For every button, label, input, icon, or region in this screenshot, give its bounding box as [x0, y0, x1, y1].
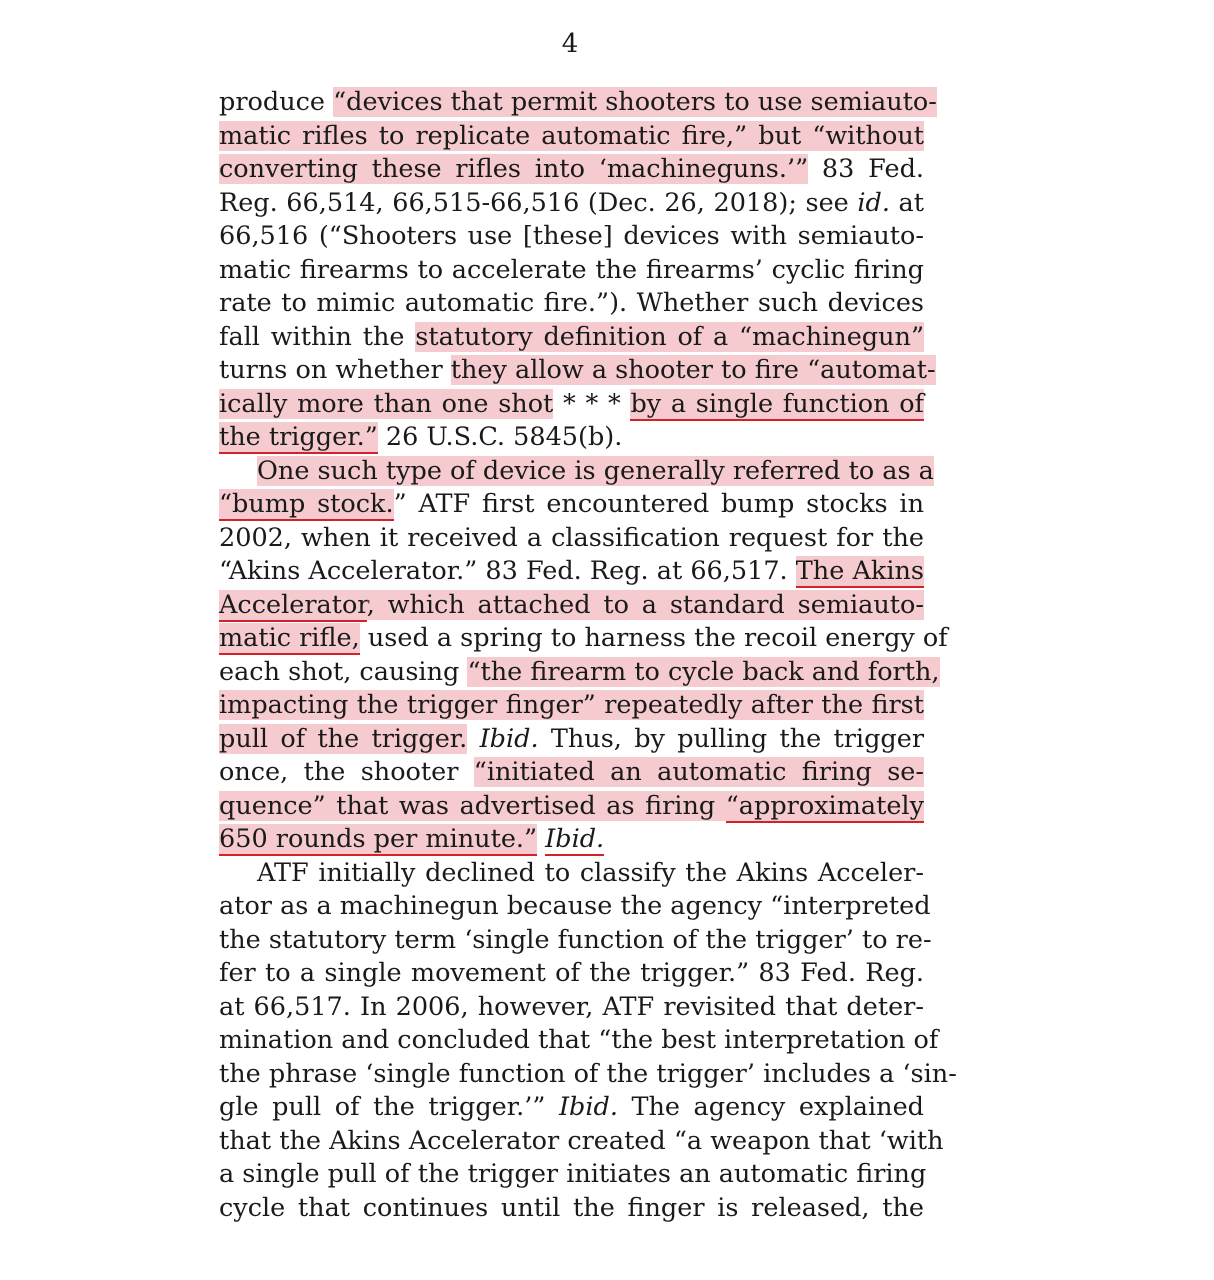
- highlighted-text: Accelerator: [219, 589, 367, 620]
- text-line: [219, 187, 924, 221]
- text-segment: “Akins Accelerator.” 83 Fed. Reg. at 66,517.: [219, 556, 796, 586]
- highlighted-text: they allow a shooter to fire “automat-: [450, 355, 936, 385]
- highlighted-text: converting these rifles into ‘machineguns.’”: [219, 154, 809, 184]
- text-line: [219, 287, 924, 321]
- highlighted-text: “the firearm to cycle back and forth,: [467, 656, 940, 687]
- text-segment: cycle that continues until the finger is released, the: [219, 1192, 924, 1223]
- text-segment: each shot, causing: [219, 656, 468, 687]
- text-segment: The agency explained: [617, 1092, 924, 1122]
- page-number: 4: [561, 29, 579, 59]
- body-text: [219, 86, 957, 1225]
- text-line: [219, 321, 924, 355]
- italic-citation: Ibid.: [558, 1092, 618, 1122]
- text-line: [219, 1091, 924, 1125]
- text-line: [219, 823, 924, 857]
- text-segment: produce: [219, 87, 334, 117]
- text-line: [219, 622, 948, 656]
- text-segment: 83 Fed.: [808, 154, 924, 184]
- text-line: [219, 991, 924, 1025]
- text-segment: that the Akins Accelerator created “a weapon that ‘with: [219, 1125, 944, 1156]
- text-segment: the phrase ‘single function of the trigger’ includes a ‘sin-: [219, 1058, 957, 1089]
- highlighted-text: , which attached to a standard semiauto-: [366, 589, 924, 620]
- highlighted-text: by a single function of: [630, 388, 924, 419]
- highlighted-text: ically more than one shot: [219, 388, 554, 419]
- highlighted-text: matic rifles to replicate automatic fire,” but “without: [219, 120, 924, 151]
- text-segment: * * *: [553, 388, 631, 419]
- text-line: [219, 1192, 924, 1226]
- text-line: [219, 656, 940, 690]
- text-segment: mination and concluded that “the best interpretation of: [219, 1025, 939, 1055]
- text-line: [219, 555, 924, 589]
- highlighted-text: matic rifle,: [219, 623, 360, 653]
- text-segment: used a spring to harness the recoil energy of: [359, 623, 948, 653]
- text-line: [219, 354, 936, 388]
- text-segment: fall within the: [219, 321, 416, 352]
- highlighted-text: The Akins: [795, 556, 924, 586]
- italic-citation: Ibid.: [545, 824, 605, 854]
- text-line: [219, 756, 924, 790]
- highlighted-text: “approximately: [725, 790, 924, 821]
- text-segment: at: [889, 187, 924, 218]
- text-line: [219, 723, 924, 757]
- highlighted-text: statutory definition of a “machinegun”: [415, 321, 924, 352]
- text-segment: Thus, by pulling the trigger: [538, 723, 925, 754]
- text-segment: once, the shooter: [219, 757, 474, 787]
- text-segment: 26 U.S.C. 5845(b).: [377, 422, 623, 452]
- text-segment: ” ATF first encountered bump stocks in: [393, 489, 924, 519]
- text-line: [219, 388, 924, 422]
- highlighted-text: pull of the trigger.: [219, 723, 468, 754]
- text-line: [219, 120, 924, 154]
- text-line: [219, 790, 924, 824]
- text-line: [219, 254, 924, 288]
- text-line: [219, 957, 924, 991]
- text-segment: 2002, when it received a classification request for the: [219, 522, 924, 553]
- highlighted-text: impacting the trigger finger” repeatedly after the first: [219, 690, 924, 720]
- text-segment: [537, 824, 545, 854]
- highlighted-text: 650 rounds per minute.”: [219, 824, 538, 854]
- highlighted-text: the trigger.”: [219, 422, 378, 452]
- text-line: [219, 1024, 939, 1058]
- text-segment: a single pull of the trigger initiates an automatic firing: [219, 1159, 927, 1189]
- text-line: [219, 421, 924, 455]
- text-segment: ator as a machinegun because the agency “interpreted: [219, 891, 931, 921]
- highlighted-text: quence” that was advertised as firing: [219, 790, 726, 821]
- text-segment: Reg. 66,514, 66,515-66,516 (Dec. 26, 2018); see: [219, 187, 858, 218]
- text-segment: gle pull of the trigger.’”: [219, 1092, 559, 1122]
- text-line: [219, 1125, 944, 1159]
- text-line: [219, 890, 931, 924]
- italic-citation: id.: [857, 187, 890, 218]
- text-line: [219, 220, 924, 254]
- text-line: [219, 689, 924, 723]
- text-line: [219, 589, 924, 623]
- text-segment: 66,516 (“Shooters use [these] devices with semiauto-: [219, 221, 924, 251]
- text-line: [219, 522, 924, 556]
- text-line: [219, 857, 924, 891]
- text-segment: [467, 724, 479, 754]
- text-segment: at 66,517. In 2006, however, ATF revisited that deter-: [219, 991, 924, 1022]
- text-line: [219, 455, 934, 489]
- text-segment: matic firearms to accelerate the firearms’ cyclic firing: [219, 254, 924, 285]
- highlighted-text: One such type of device is generally referred to as a: [257, 455, 934, 486]
- highlighted-text: “bump stock.: [219, 489, 394, 519]
- text-line: [219, 1058, 957, 1092]
- text-line: [219, 488, 924, 522]
- text-line: [219, 1158, 927, 1192]
- italic-citation: Ibid.: [479, 723, 539, 754]
- text-line: [219, 924, 932, 958]
- text-segment: rate to mimic automatic fire.”). Whether such devices: [219, 288, 924, 318]
- text-segment: ATF initially declined to classify the Akins Acceler-: [257, 857, 924, 888]
- text-segment: the statutory term ‘single function of the trigger’ to re-: [219, 924, 932, 955]
- highlighted-text: “devices that permit shooters to use semiauto-: [333, 87, 937, 117]
- text-segment: turns on whether: [219, 355, 451, 385]
- text-line: [219, 86, 937, 120]
- text-line: [219, 153, 924, 187]
- highlighted-text: “initiated an automatic firing se-: [473, 757, 924, 787]
- text-segment: fer to a single movement of the trigger.” 83 Fed. Reg.: [219, 958, 924, 988]
